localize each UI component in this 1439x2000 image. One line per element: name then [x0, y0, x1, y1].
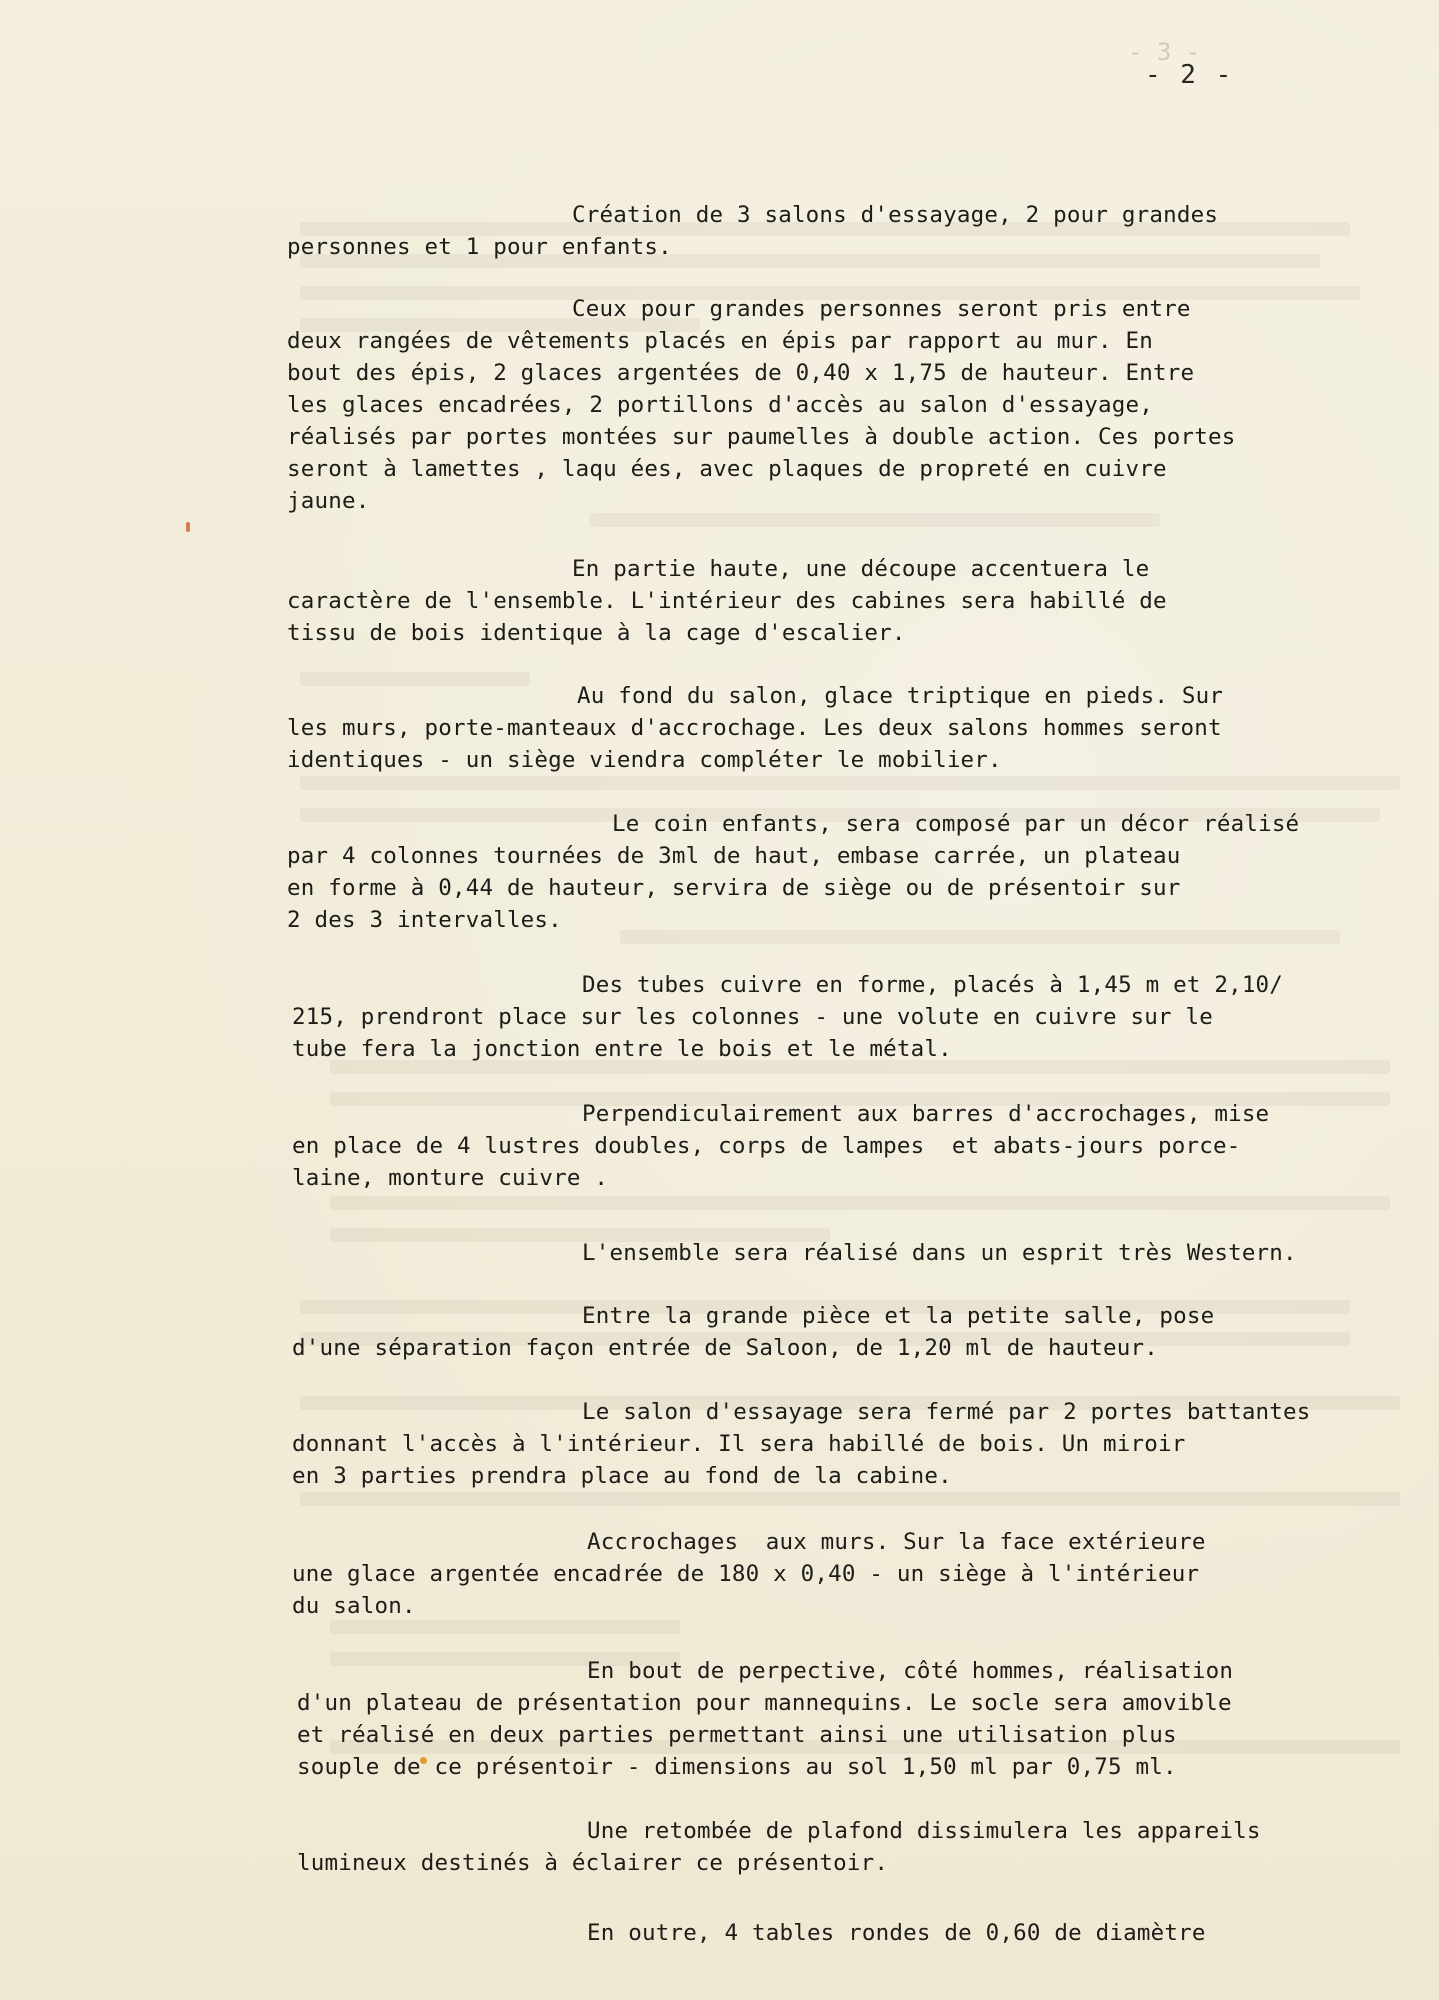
page-number: - 2 -	[1145, 60, 1234, 90]
text-line: lumineux destinés à éclairer ce présentoir.	[297, 1850, 889, 1876]
text-line: Des tubes cuivre en forme, placés à 1,45 m et 2,10/	[582, 972, 1284, 998]
text-line: laine, monture cuivre .	[292, 1165, 609, 1191]
text-line: seront à lamettes , laqu ées, avec plaques de propreté en cuivre	[287, 456, 1167, 482]
text-line: une glace argentée encadrée de 180 x 0,40 - un siège à l'intérieur	[292, 1561, 1200, 1587]
text-line: Perpendiculairement aux barres d'accrochages, mise	[582, 1101, 1270, 1127]
ghost-page-number: - 3 -	[1128, 38, 1201, 66]
bleed-through-line	[620, 930, 1340, 944]
text-line: par 4 colonnes tournées de 3ml de haut, embase carrée, un plateau	[287, 843, 1181, 869]
text-line: les glaces encadrées, 2 portillons d'accès au salon d'essayage,	[287, 392, 1154, 418]
text-line: En bout de perpective, côté hommes, réalisation	[587, 1658, 1234, 1684]
text-line: Création de 3 salons d'essayage, 2 pour grandes	[572, 202, 1219, 228]
text-line: tissu de bois identique à la cage d'escalier.	[287, 620, 906, 646]
text-line: Le coin enfants, sera composé par un décor réalisé	[612, 811, 1300, 837]
text-line: Une retombée de plafond dissimulera les appareils	[587, 1818, 1261, 1844]
text-line: les murs, porte-manteaux d'accrochage. Les deux salons hommes seront	[287, 715, 1222, 741]
text-line: Ceux pour grandes personnes seront pris entre	[572, 296, 1191, 322]
text-line: Au fond du salon, glace triptique en pieds. Sur	[577, 683, 1224, 709]
text-line: en 3 parties prendra place au fond de la cabine.	[292, 1463, 952, 1489]
bleed-through-line	[330, 1196, 1390, 1210]
text-line: 215, prendront place sur les colonnes - une volute en cuivre sur le	[292, 1004, 1213, 1030]
bleed-through-line	[300, 672, 530, 686]
text-line: Le salon d'essayage sera fermé par 2 portes battantes	[582, 1399, 1311, 1425]
bleed-through-line	[330, 1060, 1390, 1074]
text-line: jaune.	[287, 488, 370, 514]
text-line: identiques - un siège viendra compléter le mobilier.	[287, 747, 1002, 773]
text-line: d'un plateau de présentation pour mannequins. Le socle sera amovible	[297, 1690, 1232, 1716]
text-line: souple de ce présentoir - dimensions au sol 1,50 ml par 0,75 ml.	[297, 1754, 1177, 1780]
text-line: En partie haute, une découpe accentuera le	[572, 556, 1150, 582]
text-line: bout des épis, 2 glaces argentées de 0,40 x 1,75 de hauteur. Entre	[287, 360, 1195, 386]
bleed-through-line	[300, 1492, 1400, 1506]
text-line: En outre, 4 tables rondes de 0,60 de diamètre	[587, 1920, 1206, 1946]
text-line: tube fera la jonction entre le bois et le métal.	[292, 1036, 952, 1062]
bleed-through-line	[300, 776, 1400, 790]
text-line: L'ensemble sera réalisé dans un esprit très Western.	[582, 1240, 1297, 1266]
text-line: personnes et 1 pour enfants.	[287, 234, 672, 260]
text-line: d'une séparation façon entrée de Saloon, de 1,20 ml de hauteur.	[292, 1335, 1159, 1361]
text-line: et réalisé en deux parties permettant ainsi une utilisation plus	[297, 1722, 1177, 1748]
text-line: donnant l'accès à l'intérieur. Il sera habillé de bois. Un miroir	[292, 1431, 1186, 1457]
text-line: deux rangées de vêtements placés en épis par rapport au mur. En	[287, 328, 1154, 354]
text-line: en place de 4 lustres doubles, corps de lampes et abats-jours porce-	[292, 1133, 1241, 1159]
text-line: en forme à 0,44 de hauteur, servira de siège ou de présentoir sur	[287, 875, 1181, 901]
bleed-through-line	[330, 1620, 680, 1634]
text-line: du salon.	[292, 1593, 416, 1619]
red-ink-mark	[186, 522, 190, 532]
text-line: Entre la grande pièce et la petite salle, pose	[582, 1303, 1215, 1329]
text-line: Accrochages aux murs. Sur la face extérieure	[587, 1529, 1206, 1555]
text-line: caractère de l'ensemble. L'intérieur des cabines sera habillé de	[287, 588, 1167, 614]
text-line: 2 des 3 intervalles.	[287, 907, 562, 933]
text-line: réalisés par portes montées sur paumelles à double action. Ces portes	[287, 424, 1236, 450]
bleed-through-line	[590, 513, 1160, 527]
